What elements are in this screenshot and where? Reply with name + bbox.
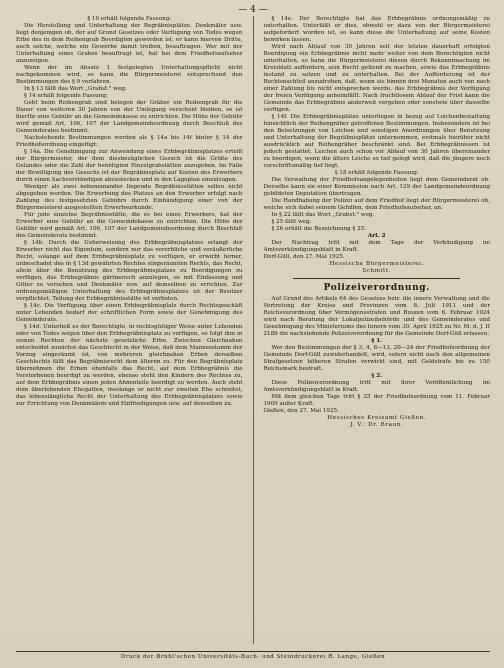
paragraph: § 14 erhält folgende Fassung:: [24, 93, 108, 99]
paragraph: Mit dem gleichen Tage tritt § 25 der Friedhofsordnung vom 11. Februar 1909 außer Kraft.: [263, 394, 490, 407]
paragraph: Wer den Bestimmungen der § 3, 4, 8—13, 20—24 der Friedhofsordnung der Gemeinde Dorf-Güll zuwiderhandelt, wird, sofern nicht nach den allgemeinen Strafgesetzen höheren Strafen verwirkt sind, mit Geldstrafe bis zu 150 Reichsmark bestraft.: [263, 345, 490, 372]
columns: [16, 16, 490, 644]
paragraph: § 14c. Die Verfügung über einen Erbbegräbnisplatz durch Rechtsgeschäft unter Lebenden bedarf der schriftlichen Form sowie der Genehmigung des Gemeinderats.: [16, 303, 243, 323]
place-date: Gießen, den 27. Mai 1925.: [263, 408, 339, 414]
paragraph: § 14e. Der Berechtigte hat das Erbbegräbnis ordnungsmäßig zu unterhalten. Unterläßt er dies, obwohl er dazu von der Bürgermeisterei aufgefordert worden ist, so kann diese die Unterhaltung auf seine Kosten bewirken lassen.: [263, 16, 490, 43]
paragraph: § 25 fällt weg.: [271, 219, 312, 225]
section-heading: Polizeiverordnung.: [323, 283, 430, 293]
paragraph: § 14f. Die Erbbegräbnisplätze unterliegen in bezug auf Leichenbestattung hinsichtlich der Reihengräber getroffenen Bestimmungen. Insbesondere ist bei den Beisetzungen von Leichen und sonstigen Anordnungen über Benutzung und Unterhaltung der Begräbnisplätze unternommen, erstmals hierüber nicht ausdrücklich auf Reihengräber beschränkt sind. Bei Erbbegräbnissen ist jedoch gestattet, Leichen auch schon vor Ablauf von 30 Jahren übereinander zu beerdigen, wenn die ältere Leiche so tief gelegt wird, daß die jüngere noch vorschriftsmäßig tief liegt.: [263, 114, 490, 169]
section-divider: [293, 278, 460, 279]
paragraph: Der Nachtrag tritt mit dem Tage der Verkündigung im Amtsverkündigungsblatt in Kraft.: [263, 240, 490, 253]
paragraph: Weniger als zwei nebeneinander liegende Begräbnisstätten sollen nicht abgegeben werden. Die Erwerbung des Platzes an den Erwerber erfolgt nach Zahlung des festgesetzten Gebührs durch Einhändigung einer von der Bürgermeisterei ausgestellten Erwerbsurkunde.: [16, 184, 243, 211]
paragraph: Auf Grund des Artikels 64 des Gesetzes betr. die innere Verwaltung und die Vertretung der Kreise und Provinzen vom 8. Juli 1911 und der Reichsverordnung über Vermögensstrafen und Buszen vom 6. Februar 1924 wird nach Beratung der Lokalpolizeibehörde und des Gemeinderates und Genehmigung des Ministeriums des Innern vom 30. April 1925 zu Nr. M. d. J. II 2189 die nachstehende Polizeiverordnung für die Gemeinde Dorf-Güll erlassen:: [263, 296, 490, 337]
paragraph: Die Handhabung der Polizei auf dem Friedhof liegt der Bürgermeisterei ob, welche sich dabei seinem Gehilfen, dem Friedhofsaufseher, an.: [263, 198, 490, 211]
paragraph: Wird nach Ablauf von 30 Jahren seit der letzten dauerhaft erfolgten Beerdigung ein Erbbegräbnis nicht mehr weiter von dem Berechtigten nicht unterhalten, so kann die Bürgermeisterei diesen durch Bekanntmachung im Kreisblatt auffordern, sein Recht geltend zu machen, sowie das Erbbegräbnis instand zu setzen und zu unterhalten. Bei der Aufforderung ist der Rechtsnachteil anzudrohen, daß, wenn sie binnen drei Monaten auch von nach einer Zahlung bis nicht entsprechen werde, das Erbbegräbnis der Verfügung der freien Verfügung anheimfällt. Nach fruchtlosem Ablauf der Frist kann die Gemeinde das Erbbegräbnis anderweit vergeben oder sonstwie über dasselbe verfügen.: [263, 44, 490, 113]
section-number: § 1.: [371, 338, 383, 344]
paragraph: § 26 erhält die Bezeichnung § 25.: [271, 226, 366, 232]
paragraph: Nachstehende Bestimmungen werden als § 14a bis 14f hinter § 14 der Friedhofsordnung eingefügt:: [16, 135, 243, 148]
article-heading: Art. 2: [367, 233, 386, 239]
paragraph: Diese Polizeiverordnung tritt mit ihrer Veröffentlichung im Amtsverkündigungsblatt in Kraft.: [263, 380, 490, 393]
paragraph: Wenn der im Absatz 1 festgelegten Unterhaltungspflicht nicht nachgekommen wird, so kann die Bürgermeisterei entsprechend den Bestimmungen des § 9 verfahren.: [16, 65, 243, 85]
paragraph: § 14b. Durch die Ueberweisung des Erbbegräbnisplatzes erlangt der Erwerber nicht das Eigentum, sondern nur das vererbliche und veräußerliche Recht, solange auf dem Erbbegräbnisplatz zu verfügen, er erwirbt ferner, unbeschadet des in § 13d gewährten Rechtes eingeräumten Rechts, das Recht, allein über die Benutzung des Erbbegräbnisplatzes zu Beerdigungen zu verfügen, das Erbbegräbnis gärtnerisch anzulegen, es mit Einfassung und Gitter zu versehen und Denkmäler usw. auf demselben zu errichten. Zur ordnungsmäßigen Unterhaltung des Erbbegräbnisplatzes ist der Besitzer verpflichtet. Teilung der Erbbegräbnisstätte ist verboten.: [16, 240, 243, 302]
place-date: Dorf-Güll, den 27. Mai 1925.: [263, 254, 345, 260]
left-column: [16, 16, 243, 644]
page-number: — 4 —: [238, 5, 268, 15]
section-number: § 2.: [371, 373, 383, 379]
paragraph: Die Verwaltung der Friedhofsangelegenheiten liegt dem Gemeinderat ob. Derselbe kann sie einer Kommission nach Art. 129 der Landgemeindeordnung gebildeten Deputation übertragen.: [263, 177, 490, 197]
signature-office: Hessisches Kreisamt Gießen.: [327, 415, 427, 421]
right-column: [263, 16, 490, 644]
paragraph: In § 13 fällt das Wort „Grabst." weg.: [24, 86, 127, 92]
printer-imprint: Druck der Brühl'schen Universitäts-Buch- und Steindruckerei R. Lange, Gießen: [16, 651, 490, 660]
paragraph: Gebt beim Reihengrab sind belegen der Gräber ein Reihengrab für die Dauer von weiteren 30 Jahren von der Umlegung verschont bleiben, so ist hierfür eine Gebühr an die Gemeindekasse zu entrichten. Die Höhe der Gebühr wird gemäß Art. 106, 107 der Landgemeindeordnung durch Beschluß des Gemeinderates bestimmt.: [16, 100, 243, 134]
paragraph: § 18 erhält folgende Fassung:: [334, 170, 419, 176]
paragraph: § 14d. Unterließ es der Berechtigte, in rechtsgültiger Weise unter Lebenden oder von Todes wegen über den Erbbegräbnisplatz zu verfügen, so folgt ihm in seinen Rechten der nächste gesetzliche Erbe. Zwischen Gleichnahen entscheidet zunächst das Geschlecht in der Weise, daß dem Mannesstamm der Vorzug eingeräumt ist, von mehreren gleichnahen Erben derselben Geschlechts fällt das Begräbnisrecht dem älteren zu. Für den Begräbnisplatz übernehmen die Erben ebenfalls das Recht, auf dem Erbbegräbnis die Verstorbenen beerdigt zu werden, ebenso steht den Kindern des Rechtes zu, auf dem Erbbegräbnis einen jeden Ahnenteile beerdigt zu werden. Auch steht dem überlebenden Ehegatten, insolange er nicht zur zweiten Ehe schreitet, das lebenslängliche Recht der Unterhaltung des Erbbegräbnisplatzes sowie zur Errichtung von Denkmälern und Einfriedigungen usw. auf denselben zu.: [16, 324, 243, 407]
signature-name: Schmitt.: [362, 268, 392, 274]
paragraph: Die Herstellung und Unterhaltung der Begräbnisplätze, Denkmäler usw. liegt denjenigen ob, der auf Grund Gesetzes oder Verfügung von Todes wegen Erbe des in dem Reihengrab Beerdigten geworden ist, er kann hiervon Dritte, auch solche, welche ein Gewerbe damit treiben, beauftragen. Wer mit der Unterhaltung eines Grabes beauftragt ist, hat bei dem Friedhofsaufseher anzuzeigen.: [16, 23, 243, 64]
paragraph: § 14a. Die Genehmigung zur Anwendung eines Erbbegräbnisplatzes erteilt der Bürgermeister, der dem diesbezüglichen Gesuch ist die Größe des Gelandes oder die Zahl der benötigten Einzelgrabstätten anzugeben. Im Falle der Bewilligung des Gesuchs ist der Begräbnisplatz auf Kosten des Erwerbers durch einen Sachverständigen abzustecken und in den Lageplan einzutragen.: [16, 149, 243, 183]
paragraph: In § 22 fällt das Wort „Grabst." weg.: [271, 212, 375, 218]
column-divider: [253, 16, 254, 644]
paragraph: Für jede einzelne Begräbnisstätte, die es bei eines Erwerbers, hat der Erwerber eine Gebühr an die Gemeindekasse zu entrichten. Die Höhe der Gebühr wird gemäß Art. 106, 107 der Landgemeindeordnung durch Beschluß des Gemeinderats bestimmt.: [16, 212, 243, 239]
signature-office: Hessische Bürgermeisterei.: [329, 261, 424, 267]
signature-name: J. V.: Dr. Braun.: [350, 422, 404, 428]
paragraph: § 10 erhält folgende Fassung:: [87, 16, 172, 22]
